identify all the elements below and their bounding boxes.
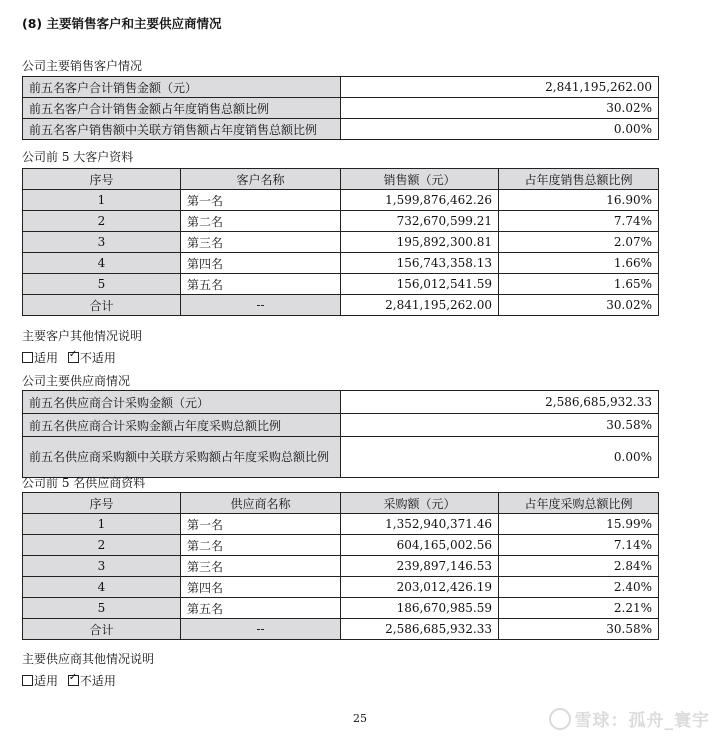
not-applicable-checkbox[interactable] [68, 352, 79, 363]
table-row [23, 414, 659, 437]
purchase-amount: 604,165,002.56 [341, 535, 499, 556]
table-row [23, 77, 659, 98]
row-index: 2 [23, 535, 181, 556]
supplier-table-heading: 公司前 5 名供应商资料 [22, 476, 146, 490]
table-total-row [23, 619, 659, 640]
customer-top5-table [22, 168, 659, 316]
row-index: 1 [23, 190, 181, 211]
sales-amount: 156,012,541.59 [341, 274, 499, 295]
table-row [23, 598, 659, 619]
purchase-amount: 1,352,940,371.46 [341, 514, 499, 535]
customer-overview-table [22, 76, 659, 140]
supplier-overview-heading: 公司主要供应商情况 [22, 374, 131, 388]
overview-value: 0.00% [341, 119, 659, 140]
table-row [23, 556, 659, 577]
applicable-checkbox[interactable] [22, 675, 33, 686]
customer-name: 第三名 [181, 232, 341, 253]
table-row [23, 437, 659, 478]
row-index: 5 [23, 598, 181, 619]
total-label: 合计 [23, 619, 181, 640]
row-index: 1 [23, 514, 181, 535]
not-applicable-checkbox[interactable] [68, 675, 79, 686]
table-row [23, 391, 659, 414]
purchase-ratio: 15.99% [499, 514, 659, 535]
section-title: (8) 主要销售客户和主要供应商情况 [22, 16, 222, 31]
supplier-name: 第三名 [181, 556, 341, 577]
row-index: 4 [23, 577, 181, 598]
column-header: 占年度销售总额比例 [499, 169, 659, 190]
customer-name: 第一名 [181, 190, 341, 211]
table-row [23, 98, 659, 119]
sales-amount: 156,743,358.13 [341, 253, 499, 274]
purchase-ratio: 7.14% [499, 535, 659, 556]
sales-ratio: 1.65% [499, 274, 659, 295]
watermark [549, 706, 711, 731]
total-name: -- [181, 619, 341, 640]
snowball-logo-icon [549, 708, 571, 730]
overview-label: 前五名供应商合计采购金额占年度采购总额比例 [23, 414, 341, 437]
supplier-applicability [22, 672, 116, 689]
purchase-ratio: 2.21% [499, 598, 659, 619]
column-header: 序号 [23, 169, 181, 190]
row-index: 2 [23, 211, 181, 232]
table-row [23, 211, 659, 232]
supplier-other-heading: 主要供应商其他情况说明 [22, 652, 155, 666]
table-total-row [23, 295, 659, 316]
page-number: 25 [353, 712, 367, 725]
table-row [23, 274, 659, 295]
overview-label: 前五名客户销售额中关联方销售额占年度销售总额比例 [23, 119, 341, 140]
purchase-amount: 239,897,146.53 [341, 556, 499, 577]
overview-value: 2,841,195,262.00 [341, 77, 659, 98]
sales-ratio: 1.66% [499, 253, 659, 274]
supplier-name: 第一名 [181, 514, 341, 535]
supplier-name: 第五名 [181, 598, 341, 619]
overview-label: 前五名供应商合计采购金额（元） [23, 391, 341, 414]
total-ratio: 30.58% [499, 619, 659, 640]
purchase-ratio: 2.40% [499, 577, 659, 598]
table-header-row [23, 493, 659, 514]
customer-applicability [22, 349, 116, 366]
customer-name: 第二名 [181, 211, 341, 232]
customer-other-heading: 主要客户其他情况说明 [22, 329, 143, 343]
applicable-label: 适用 [34, 351, 59, 365]
total-ratio: 30.02% [499, 295, 659, 316]
supplier-top5-table [22, 492, 659, 640]
column-header: 销售额（元） [341, 169, 499, 190]
column-header: 采购额（元） [341, 493, 499, 514]
sales-ratio: 16.90% [499, 190, 659, 211]
sales-amount: 1,599,876,462.26 [341, 190, 499, 211]
purchase-amount: 203,012,426.19 [341, 577, 499, 598]
not-applicable-label: 不适用 [79, 351, 116, 365]
row-index: 4 [23, 253, 181, 274]
not-applicable-label: 不适用 [79, 674, 116, 688]
sales-ratio: 2.07% [499, 232, 659, 253]
total-label: 合计 [23, 295, 181, 316]
overview-value: 0.00% [341, 437, 659, 478]
table-row [23, 232, 659, 253]
table-row [23, 535, 659, 556]
sales-amount: 195,892,300.81 [341, 232, 499, 253]
overview-value: 30.02% [341, 98, 659, 119]
customer-name: 第四名 [181, 253, 341, 274]
row-index: 5 [23, 274, 181, 295]
row-index: 3 [23, 232, 181, 253]
overview-label: 前五名客户合计销售金额占年度销售总额比例 [23, 98, 341, 119]
table-row [23, 119, 659, 140]
supplier-name: 第二名 [181, 535, 341, 556]
customer-name: 第五名 [181, 274, 341, 295]
table-row [23, 253, 659, 274]
column-header: 客户名称 [181, 169, 341, 190]
table-row [23, 514, 659, 535]
overview-label: 前五名客户合计销售金额（元） [23, 77, 341, 98]
sales-amount: 732,670,599.21 [341, 211, 499, 232]
watermark-text: 雪球：孤舟_寰宇 [574, 711, 710, 731]
column-header: 占年度采购总额比例 [499, 493, 659, 514]
column-header: 供应商名称 [181, 493, 341, 514]
supplier-name: 第四名 [181, 577, 341, 598]
table-row [23, 577, 659, 598]
table-header-row [23, 169, 659, 190]
total-amount: 2,586,685,932.33 [341, 619, 499, 640]
sales-ratio: 7.74% [499, 211, 659, 232]
total-amount: 2,841,195,262.00 [341, 295, 499, 316]
overview-label: 前五名供应商采购额中关联方采购额占年度采购总额比例 [23, 437, 341, 478]
row-index: 3 [23, 556, 181, 577]
customer-table-heading: 公司前 5 大客户资料 [22, 150, 134, 164]
total-name: -- [181, 295, 341, 316]
applicable-label: 适用 [34, 674, 59, 688]
purchase-ratio: 2.84% [499, 556, 659, 577]
customer-overview-heading: 公司主要销售客户情况 [22, 59, 143, 73]
supplier-overview-table [22, 390, 659, 478]
overview-value: 2,586,685,932.33 [341, 391, 659, 414]
column-header: 序号 [23, 493, 181, 514]
overview-value: 30.58% [341, 414, 659, 437]
applicable-checkbox[interactable] [22, 352, 33, 363]
table-row [23, 190, 659, 211]
purchase-amount: 186,670,985.59 [341, 598, 499, 619]
